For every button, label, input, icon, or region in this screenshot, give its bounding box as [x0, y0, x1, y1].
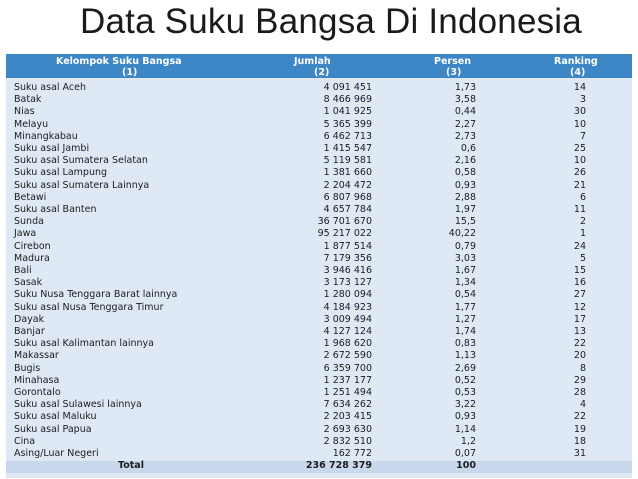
cell-persen: 1,2 [460, 435, 476, 447]
cell-kelompok: Suku asal Papua [14, 423, 92, 435]
cell-kelompok: Banjar [14, 326, 45, 337]
col-number-2: (2) [314, 67, 330, 78]
header-kelompok: Kelompok Suku Bangsa [56, 56, 182, 67]
cell-ranking: 5 [579, 252, 586, 264]
cell-persen: 0,07 [454, 448, 476, 459]
cell-persen: 1,77 [454, 301, 476, 313]
cell-ranking: 6 [579, 191, 586, 203]
cell-persen: 0,79 [454, 240, 476, 252]
total-row [6, 461, 632, 473]
cell-ranking: 14 [573, 82, 586, 93]
cell-jumlah: 3 009 494 [323, 313, 372, 325]
cell-kelompok: Melayu [14, 118, 49, 130]
cell-kelompok: Suku asal Nusa Tenggara Timur [14, 301, 164, 313]
cell-persen: 3,58 [454, 94, 476, 106]
cell-jumlah: 95 217 022 [317, 228, 372, 240]
cell-ranking: 17 [573, 313, 586, 325]
header-persen: Persen [434, 56, 471, 67]
cell-ranking: 1 [579, 228, 586, 240]
cell-jumlah: 2 204 472 [323, 179, 372, 191]
cell-kelompok: Suku asal Aceh [14, 82, 86, 93]
cell-ranking: 3 [579, 94, 586, 106]
cell-persen: 0,58 [454, 167, 476, 179]
cell-ranking: 22 [573, 338, 586, 350]
cell-ranking: 20 [573, 350, 586, 362]
cell-jumlah: 1 415 547 [323, 143, 372, 154]
cell-ranking: 24 [573, 240, 586, 252]
cell-ranking: 13 [573, 326, 586, 337]
cell-persen: 3,03 [454, 252, 476, 264]
cell-persen: 40,22 [448, 228, 476, 240]
cell-jumlah: 8 466 969 [323, 94, 372, 106]
cell-kelompok: Suku asal Sulawesi lainnya [14, 399, 142, 411]
cell-jumlah: 1 968 620 [323, 338, 372, 350]
cell-jumlah: 2 203 415 [323, 411, 372, 423]
cell-persen: 2,16 [454, 155, 476, 167]
cell-kelompok: Batak [14, 94, 42, 106]
cell-persen: 1,73 [454, 82, 476, 93]
cell-kelompok: Asing/Luar Negeri [14, 448, 99, 459]
cell-persen: 0,53 [454, 387, 476, 398]
cell-jumlah: 162 772 [332, 448, 372, 459]
cell-ranking: 26 [573, 167, 586, 179]
cell-kelompok: Suku asal Jambi [14, 143, 90, 154]
cell-kelompok: Makassar [14, 350, 59, 362]
header-jumlah: Jumlah [294, 56, 331, 67]
cell-kelompok: Suku asal Banten [14, 204, 97, 215]
cell-kelompok: Cina [14, 435, 36, 447]
cell-persen: 1,27 [454, 313, 476, 325]
cell-ranking: 25 [573, 143, 586, 154]
cell-kelompok: Nias [14, 106, 35, 118]
cell-ranking: 15 [573, 265, 586, 276]
cell-jumlah: 1 237 177 [323, 374, 372, 386]
cell-kelompok: Betawi [14, 191, 47, 203]
cell-persen: 2,73 [454, 130, 476, 142]
cell-jumlah: 36 701 670 [317, 216, 372, 228]
cell-kelompok: Minahasa [14, 374, 60, 386]
cell-jumlah: 6 807 968 [323, 191, 372, 203]
cell-jumlah: 5 119 581 [323, 155, 372, 167]
cell-ranking: 10 [573, 155, 586, 167]
cell-ranking: 30 [573, 106, 586, 118]
cell-jumlah: 4 184 923 [323, 301, 372, 313]
ethnic-groups-table [6, 54, 632, 478]
cell-ranking: 16 [573, 277, 586, 289]
cell-ranking: 18 [573, 435, 586, 447]
cell-ranking: 28 [573, 387, 586, 398]
cell-persen: 0,54 [454, 289, 476, 301]
page-title: Data Suku Bangsa Di Indonesia [80, 2, 582, 41]
cell-ranking: 21 [573, 179, 586, 191]
cell-persen: 0,44 [454, 106, 476, 118]
cell-persen: 1,13 [454, 350, 476, 362]
cell-kelompok: Cirebon [14, 240, 51, 252]
cell-kelompok: Suku asal Sumatera Lainnya [14, 179, 150, 191]
cell-ranking: 10 [573, 118, 586, 130]
cell-ranking: 4 [579, 399, 586, 411]
cell-ranking: 2 [579, 216, 586, 228]
total-label: Total [118, 460, 144, 472]
cell-jumlah: 2 693 630 [323, 423, 372, 435]
header-ranking: Ranking [554, 56, 598, 67]
cell-persen: 0,93 [454, 411, 476, 423]
cell-jumlah: 1 251 494 [323, 387, 372, 398]
cell-jumlah: 7 179 356 [323, 252, 372, 264]
cell-persen: 1,74 [454, 326, 476, 337]
total-jumlah: 236 728 379 [305, 460, 372, 472]
cell-jumlah: 6 359 700 [323, 362, 372, 374]
cell-jumlah: 4 091 451 [323, 82, 372, 93]
cell-jumlah: 4 127 124 [323, 326, 372, 337]
cell-jumlah: 1 280 094 [323, 289, 372, 301]
cell-kelompok: Dayak [14, 313, 45, 325]
cell-ranking: 31 [573, 448, 586, 459]
cell-kelompok: Suku asal Kalimantan lainnya [14, 338, 154, 350]
cell-kelompok: Jawa [14, 228, 37, 240]
cell-jumlah: 3 173 127 [323, 277, 372, 289]
cell-persen: 2,88 [454, 191, 476, 203]
cell-jumlah: 5 365 399 [323, 118, 372, 130]
cell-jumlah: 2 672 590 [323, 350, 372, 362]
cell-persen: 1,97 [454, 204, 476, 215]
cell-kelompok: Suku asal Lampung [14, 167, 108, 179]
table-header [6, 54, 632, 78]
cell-kelompok: Gorontalo [14, 387, 61, 398]
cell-persen: 1,34 [454, 277, 476, 289]
col-number-3: (3) [446, 67, 462, 78]
cell-persen: 2,69 [454, 362, 476, 374]
col-number-1: (1) [122, 67, 138, 78]
cell-ranking: 22 [573, 411, 586, 423]
cell-ranking: 7 [579, 130, 586, 142]
cell-persen: 1,67 [454, 265, 476, 276]
cell-persen: 1,14 [454, 423, 476, 435]
cell-ranking: 11 [573, 204, 586, 215]
cell-kelompok: Bali [14, 265, 32, 276]
total-persen: 100 [456, 460, 476, 472]
cell-kelompok: Suku asal Sumatera Selatan [14, 155, 148, 167]
cell-kelompok: Suku asal Maluku [14, 411, 97, 423]
cell-kelompok: Bugis [14, 362, 41, 374]
cell-ranking: 8 [579, 362, 586, 374]
cell-persen: 0,52 [454, 374, 476, 386]
cell-kelompok: Suku Nusa Tenggara Barat lainnya [14, 289, 178, 301]
cell-jumlah: 2 832 510 [323, 435, 372, 447]
cell-kelompok: Sasak [14, 277, 43, 289]
cell-ranking: 12 [573, 301, 586, 313]
cell-ranking: 19 [573, 423, 586, 435]
cell-jumlah: 1 877 514 [323, 240, 372, 252]
cell-jumlah: 1 041 925 [323, 106, 372, 118]
cell-kelompok: Sunda [14, 216, 44, 228]
cell-persen: 15,5 [454, 216, 476, 228]
cell-jumlah: 6 462 713 [323, 130, 372, 142]
cell-persen: 3,22 [454, 399, 476, 411]
cell-kelompok: Minangkabau [14, 130, 78, 142]
cell-persen: 2,27 [454, 118, 476, 130]
cell-persen: 0,6 [460, 143, 476, 154]
cell-ranking: 29 [573, 374, 586, 386]
cell-jumlah: 1 381 660 [323, 167, 372, 179]
col-number-4: (4) [570, 67, 586, 78]
cell-jumlah: 3 946 416 [323, 265, 372, 276]
cell-jumlah: 7 634 262 [323, 399, 372, 411]
cell-kelompok: Madura [14, 252, 50, 264]
cell-persen: 0,83 [454, 338, 476, 350]
cell-jumlah: 4 657 784 [323, 204, 372, 215]
cell-ranking: 27 [573, 289, 586, 301]
cell-persen: 0,93 [454, 179, 476, 191]
